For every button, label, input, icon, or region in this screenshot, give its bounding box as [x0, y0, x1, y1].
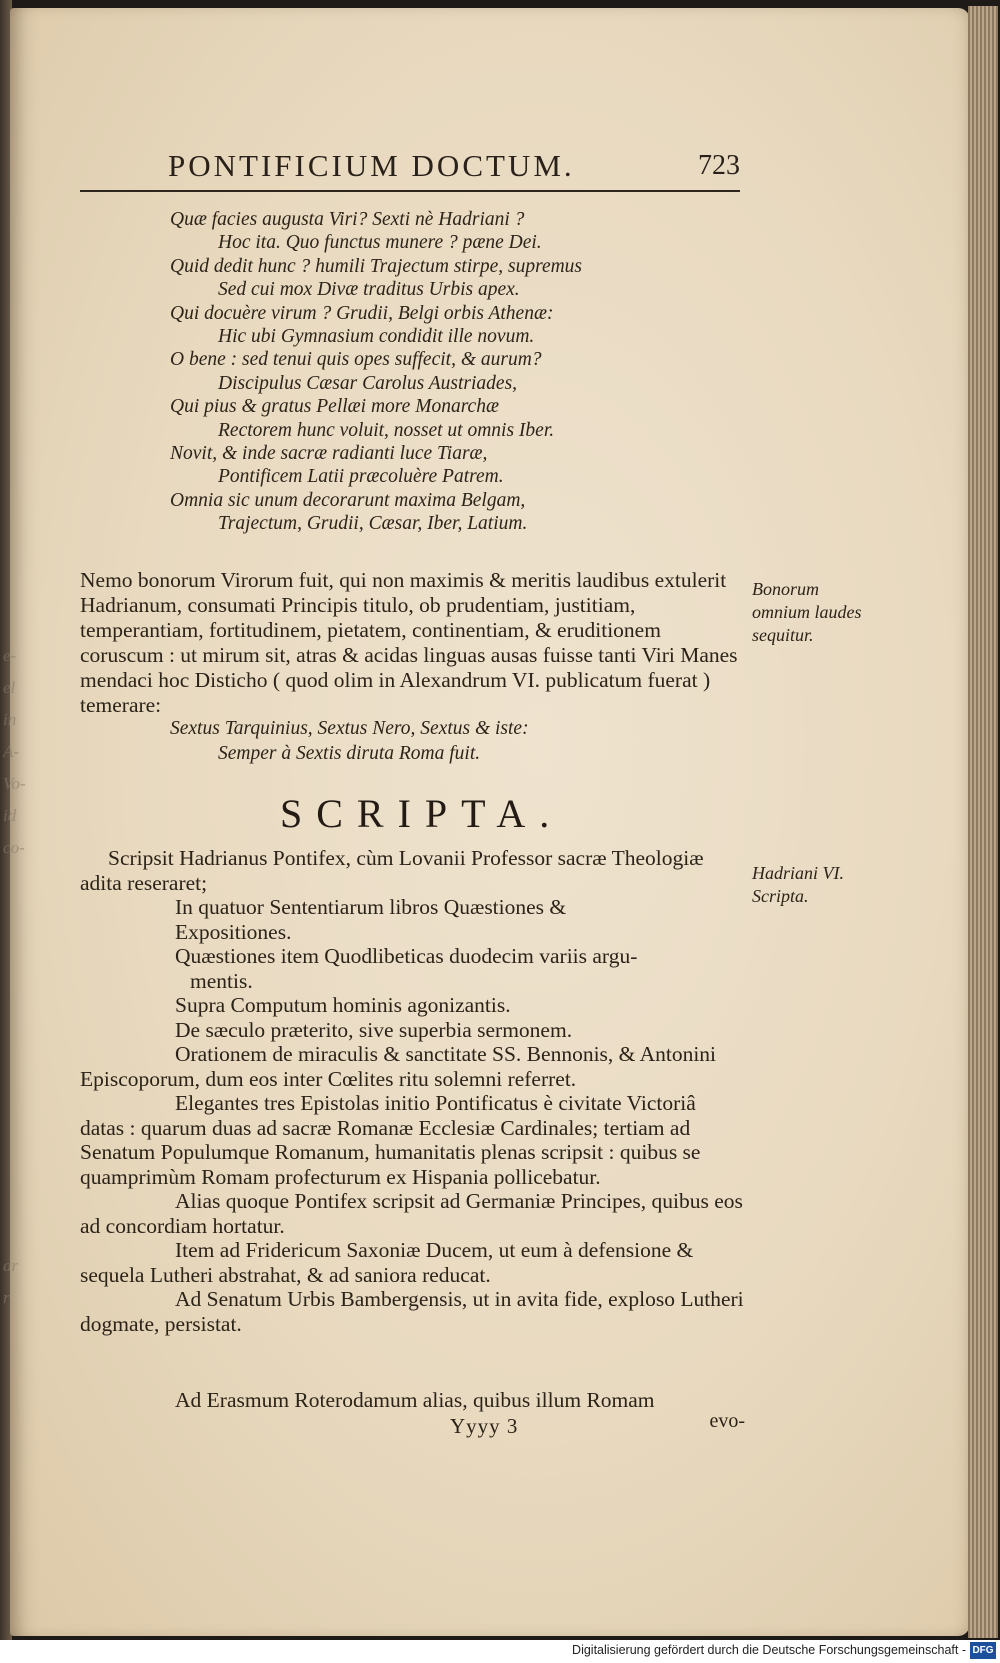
paragraph-bonorum: Nemo bonorum Virorum fuit, qui non maximis & meritis laudibus extulerit Hadrianum, consumati Principis titulo, ob prudentiam, justitiam, temperantiam, fortitudinem, pietatem, continentiam, & eruditionem coruscum : ut mirum sit, atras & acidas linguas ausas fuisse tanti Viri Manes mendaci hoc Disticho ( quod olim in Alexandrum VI. publicatum fuerat ) temerare:: [80, 568, 738, 717]
bleed-fragment: id: [3, 806, 17, 825]
page-foot: [80, 1388, 745, 1448]
work-item-cont: Expositiones.: [175, 919, 292, 944]
header-rule: [80, 190, 740, 192]
work-entry: Ad Senatum Urbis Bambergensis, ut in avita fide, exploso Lutheri dogmate, persistat.: [80, 1287, 744, 1336]
verse-line: Trajectum, Grudii, Cæsar, Iber, Latium.: [218, 513, 528, 535]
works-list: [80, 846, 745, 1336]
footer-credit: Digitalisierung gefördert durch die Deutsche Forschungsgemeinschaft -: [572, 1643, 966, 1657]
bleed-fragment: Vo-: [3, 774, 26, 793]
bleed-through-text: [3, 640, 26, 864]
bleed-fragment: e-: [3, 646, 17, 665]
work-item: In quatuor Sententiarum libros Quæstiones &: [175, 895, 567, 919]
bleed-fragment: ar: [3, 1256, 19, 1275]
epigram-distich: [170, 716, 730, 766]
work-entry: Item ad Fridericum Saxoniæ Ducem, ut eum à defensione & sequela Lutheri abstrahat, & ad saniora reducat.: [80, 1238, 694, 1287]
verse-line: Sextus Tarquinius, Sextus Nero, Sextus & iste:: [170, 718, 529, 739]
bleed-fragment: A-: [3, 742, 20, 761]
verse-line: Novit, & inde sacræ radianti luce Tiaræ,: [170, 443, 488, 465]
verse-line: O bene : sed tenui quis opes suffecit, & aurum?: [170, 349, 542, 371]
work-entry: Elegantes tres Epistolas initio Pontificatus è civitate Victoriâ datas : quarum duas ad sacræ Romanæ Ecclesiæ Cardinales; tertiam ad Senatum Populumque Romanum, humanitatis plenas scripsit : quibus se quamprimùm Romam profecturum ex Hispania pollicebatur.: [80, 1091, 701, 1189]
verse-line: Qui docuère virum ? Grudii, Belgi orbis Athenæ:: [170, 302, 554, 324]
verse-line: Omnia sic unum decorarunt maxima Belgam,: [170, 489, 526, 511]
page-stack-edge: [968, 6, 998, 1638]
verse-line: Quæ facies augusta Viri? Sexti nè Hadriani ?: [170, 209, 525, 230]
page-number: 723: [698, 150, 740, 181]
signature-mark: Yyyy 3: [450, 1414, 519, 1438]
catchword: evo-: [709, 1410, 745, 1432]
works-intro: Scripsit Hadrianus Pontifex, cùm Lovanii Professor sacræ Theologiæ adita reseraret;: [80, 846, 704, 895]
bleed-fragment: r: [3, 1288, 10, 1307]
work-entry: Orationem de miraculis & sanctitate SS. Bennonis, & Antonini Episcoporum, dum eos inter Cœlites ritu solemni referret.: [80, 1042, 717, 1091]
verse-line: Sed cui mox Divæ traditus Urbis apex.: [218, 279, 520, 301]
verse-line: Rectorem hunc voluit, nosset ut omnis Iber.: [218, 419, 555, 441]
verse-line: Pontificem Latii præcoluère Patrem.: [218, 466, 504, 488]
work-item: Supra Computum hominis agonizantis.: [175, 993, 511, 1017]
work-item-cont: mentis.: [190, 968, 253, 993]
running-head: [80, 148, 740, 192]
last-text-line: Ad Erasmum Roterodamum alias, quibus illum Romam: [175, 1388, 655, 1412]
work-item: De sæculo præterito, sive superbia sermonem.: [175, 1017, 573, 1042]
bleed-fragment: el: [3, 678, 16, 697]
section-heading-scripta: SCRIPTA.: [280, 791, 564, 836]
bleed-fragment: in: [3, 710, 17, 729]
verse-line: Qui pius & gratus Pellæi more Monarchæ: [170, 396, 499, 418]
verse-line: Quid dedit hunc ? humili Trajectum stirpe, supremus: [170, 255, 583, 277]
footer-bar: [0, 1640, 1000, 1663]
verse-line: Hoc ita. Quo functus munere ? pæne Dei.: [218, 232, 542, 254]
margin-note-bonorum: Bonorum omnium laudes sequitur.: [752, 579, 862, 645]
verse-line: Semper à Sextis diruta Roma fuit.: [218, 743, 481, 764]
margin-note-scripta: Hadriani VI. Scripta.: [752, 863, 844, 906]
running-title: PONTIFICIUM DOCTUM.: [168, 148, 575, 183]
work-entry: Alias quoque Pontifex scripsit ad Germaniæ Principes, quibus eos ad concordiam hortatur.: [80, 1189, 743, 1238]
dfg-logo[interactable]: DFG: [970, 1642, 996, 1659]
bleed-fragment: co-: [3, 838, 25, 857]
verse-line: Discipulus Cæsar Carolus Austriades,: [218, 372, 518, 394]
verse-block: [170, 208, 730, 536]
verse-line: Hic ubi Gymnasium condidit ille novum.: [218, 326, 535, 348]
work-item: Quæstiones item Quodlibeticas duodecim variis argu-: [175, 944, 638, 968]
bleed-through-text-lower: [3, 1250, 18, 1314]
